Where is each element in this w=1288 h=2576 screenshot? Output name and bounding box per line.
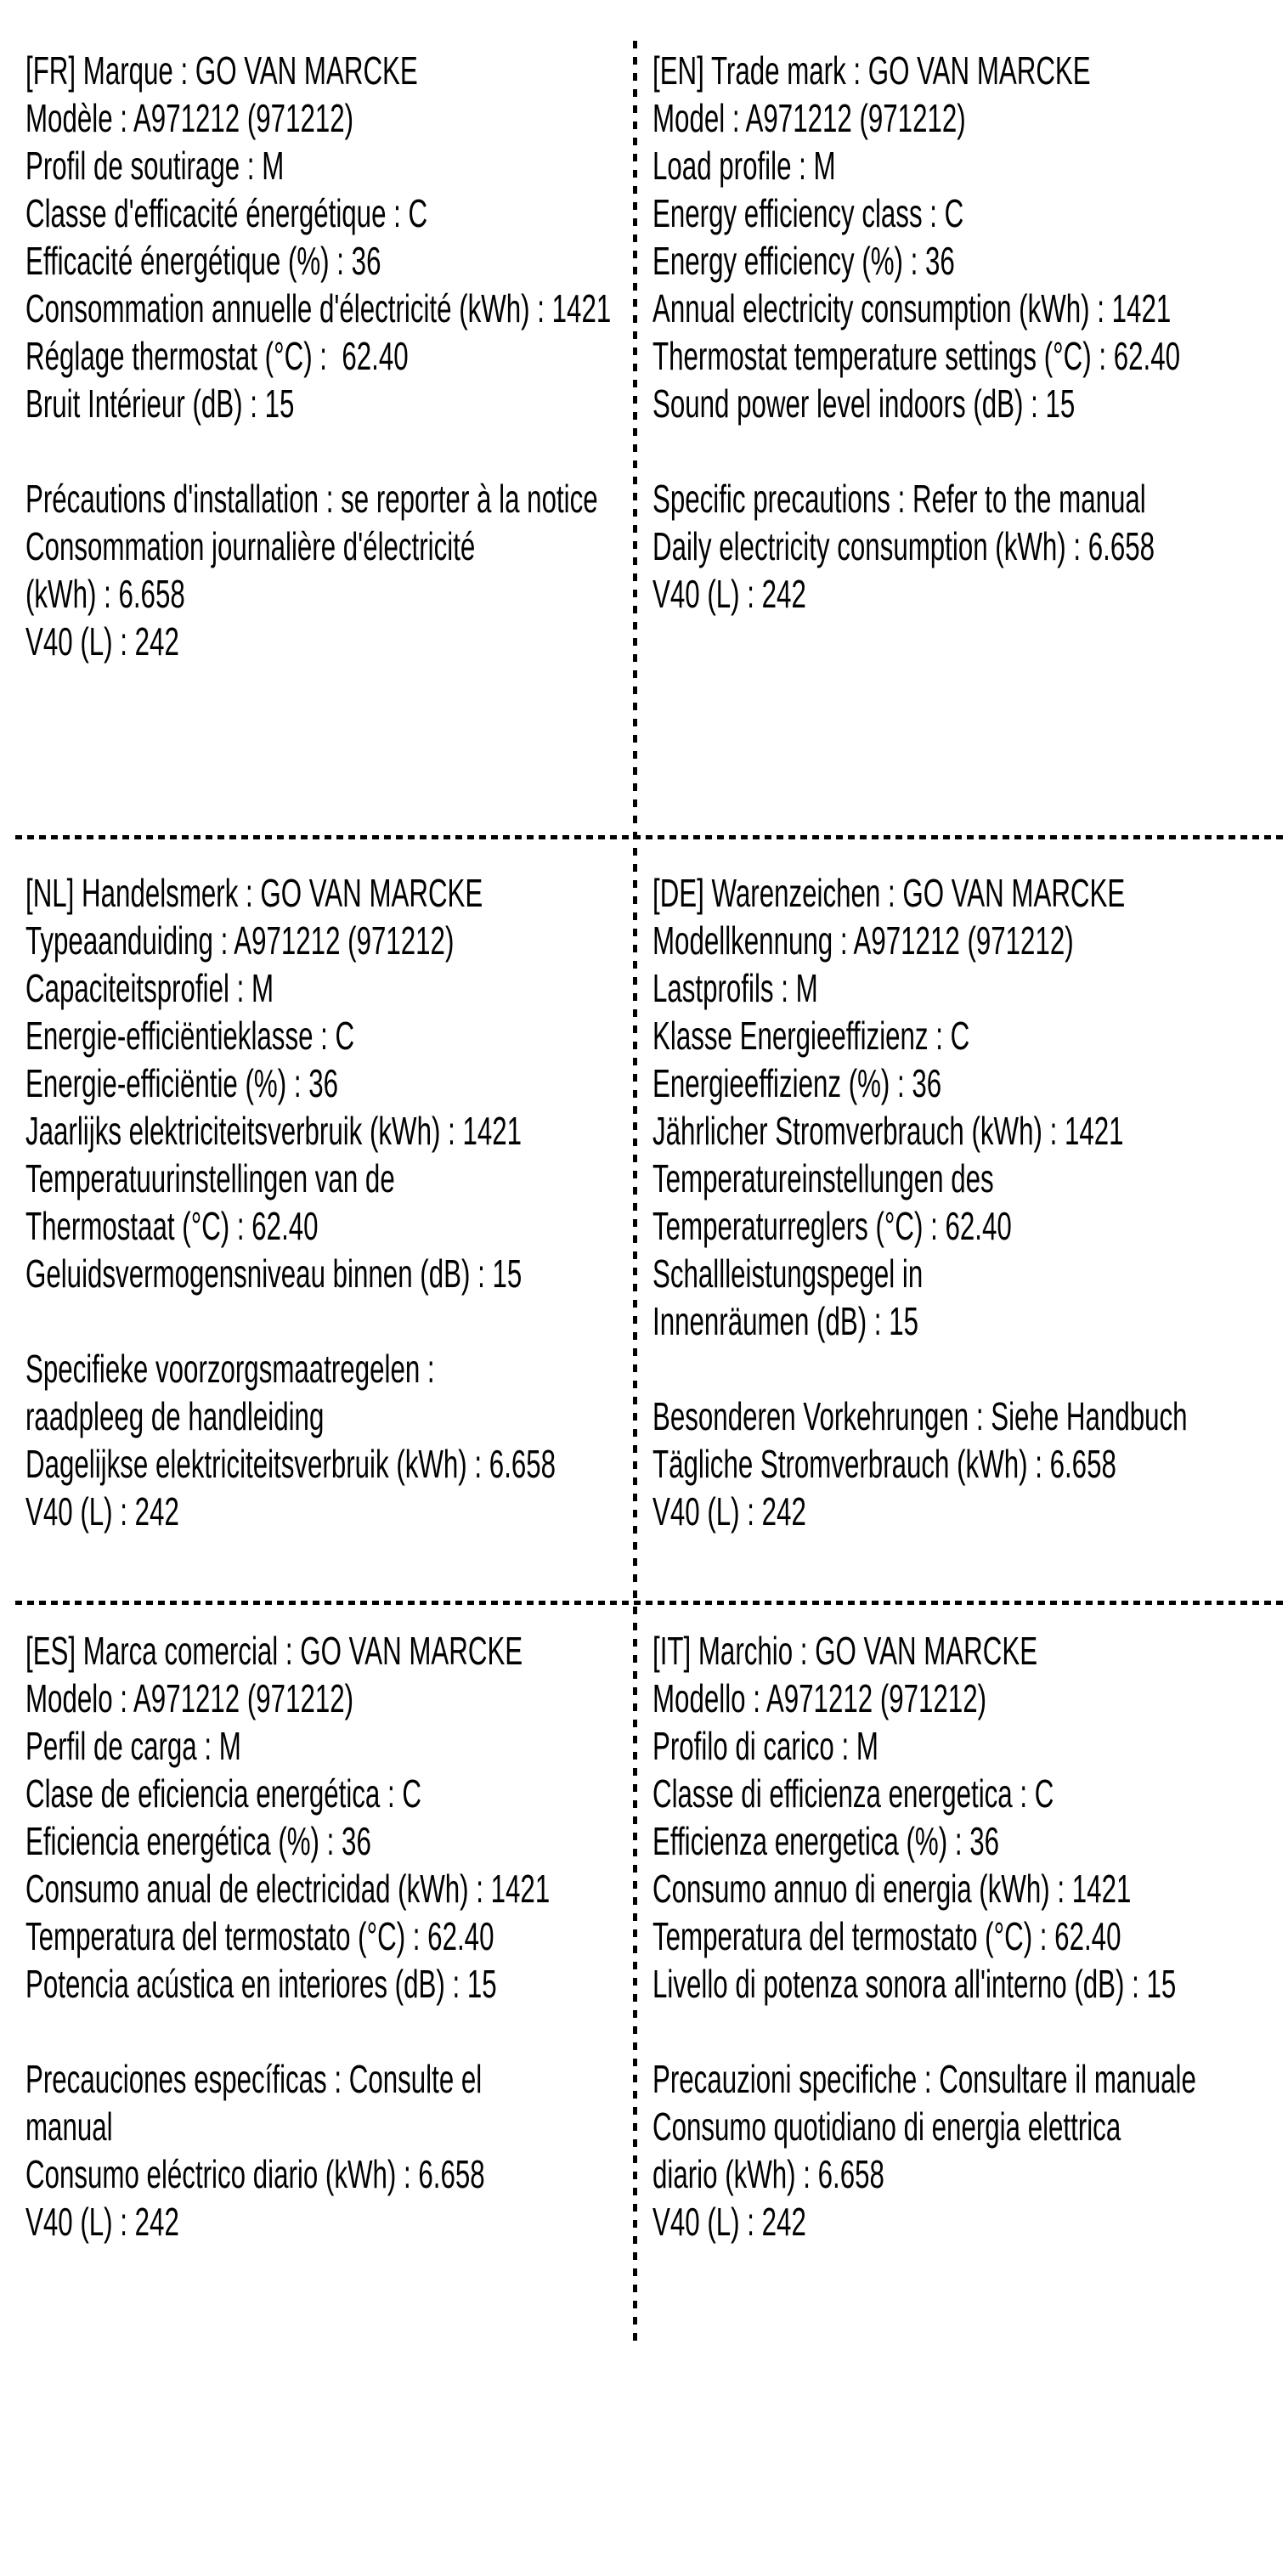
text-line: Consumo anual de electricidad (kWh) : 1421 — [25, 1867, 551, 1911]
text-line: V40 (L) : 242 — [25, 2200, 179, 2244]
text-line: Temperatura del termostato (°C) : 62.40 — [25, 1914, 494, 1958]
text-line: Innenräumen (dB) : 15 — [652, 1299, 918, 1343]
text-line: Temperatureinstellungen des — [652, 1156, 994, 1200]
text-line: Profilo di carico : M — [652, 1724, 878, 1768]
text-line — [25, 2008, 649, 2055]
text-line: V40 (L) : 242 — [652, 572, 806, 616]
fiche-section-fr-text — [25, 47, 649, 665]
text-line — [25, 1297, 649, 1345]
text-line: Efficacité énergétique (%) : 36 — [25, 239, 381, 283]
text-line: Thermostaat (°C) : 62.40 — [25, 1204, 319, 1248]
text-line: Profil de soutirage : M — [25, 144, 285, 188]
text-line: Energie-efficiëntieklasse : C — [25, 1014, 355, 1058]
text-line: Classe d'efficacité énergétique : C — [25, 191, 428, 235]
text-line: diario (kWh) : 6.658 — [652, 2152, 884, 2196]
text-line — [652, 427, 1276, 475]
text-line: Specific precautions : Refer to the manual — [652, 477, 1146, 521]
text-line: Lastprofils : M — [652, 966, 818, 1010]
text-line: Jährlicher Stromverbrauch (kWh) : 1421 — [652, 1109, 1124, 1153]
text-line: Klasse Energieeffizienz : C — [652, 1014, 970, 1058]
text-line: Consumo quotidiano di energia elettrica — [652, 2104, 1121, 2149]
fiche-section-de-text — [652, 869, 1276, 1535]
text-line: [IT] Marchio : GO VAN MARCKE — [652, 1629, 1038, 1673]
text-line: Annual electricity consumption (kWh) : 1421 — [652, 286, 1172, 330]
text-line: Temperatuurinstellingen van de — [25, 1156, 395, 1200]
text-line: Consumo annuo di energia (kWh) : 1421 — [652, 1867, 1132, 1911]
text-line: Modello : A971212 (971212) — [652, 1676, 987, 1720]
text-line — [25, 427, 649, 475]
text-line: Précautions d'installation : se reporter à la notice — [25, 477, 598, 521]
text-line: Modelo : A971212 (971212) — [25, 1676, 354, 1720]
text-line: Potencia acústica en interiores (dB) : 15 — [25, 1962, 497, 2006]
row-divider-dotted-2 — [15, 1601, 1288, 1605]
text-line: Dagelijkse elektriciteitsverbruik (kWh) : 6.658 — [25, 1442, 556, 1486]
text-line: [DE] Warenzeichen : GO VAN MARCKE — [652, 871, 1126, 915]
text-line: [NL] Handelsmerk : GO VAN MARCKE — [25, 871, 483, 915]
text-line: Consommation annuelle d'électricité (kWh) : 1421 — [25, 286, 612, 330]
fiche-section-it-text — [652, 1627, 1276, 2246]
row-divider-dotted-1 — [15, 835, 1288, 839]
text-line: Schallleistungspegel in — [652, 1251, 924, 1296]
text-line: Modellkennung : A971212 (971212) — [652, 918, 1074, 963]
text-line: Capaciteitsprofiel : M — [25, 966, 274, 1010]
text-line: Thermostat temperature settings (°C) : 62.40 — [652, 334, 1180, 378]
text-line — [652, 2008, 1276, 2055]
text-line: Precauciones específicas : Consulte el — [25, 2057, 483, 2101]
text-line: Efficienza energetica (%) : 36 — [652, 1819, 1000, 1863]
text-line: V40 (L) : 242 — [25, 619, 179, 664]
fiche-section-es-text — [25, 1627, 649, 2246]
fiche-section-en — [652, 47, 1288, 618]
text-line — [652, 1345, 1276, 1393]
text-line: Model : A971212 (971212) — [652, 96, 966, 140]
text-line: Load profile : M — [652, 144, 836, 188]
text-line: Eficiencia energética (%) : 36 — [25, 1819, 371, 1863]
text-line: Modèle : A971212 (971212) — [25, 96, 354, 140]
text-line: Energie-efficiëntie (%) : 36 — [25, 1061, 339, 1105]
text-line: Livello di potenza sonora all'interno (dB) : 15 — [652, 1962, 1177, 2006]
text-line: Temperaturreglers (°C) : 62.40 — [652, 1204, 1012, 1248]
text-line: Specifieke voorzorgsmaatregelen : — [25, 1347, 435, 1391]
text-line: Bruit Intérieur (dB) : 15 — [25, 381, 295, 426]
fiche-section-nl-text — [25, 869, 649, 1535]
text-line: Classe di efficienza energetica : C — [652, 1771, 1054, 1816]
text-line: Consommation journalière d'électricité — [25, 524, 476, 568]
text-line: Typeaanduiding : A971212 (971212) — [25, 918, 455, 963]
text-line: Temperatura del termostato (°C) : 62.40 — [652, 1914, 1121, 1958]
fiche-section-it — [652, 1627, 1288, 2246]
text-line: Energy efficiency class : C — [652, 191, 964, 235]
text-line: Perfil de carga : M — [25, 1724, 241, 1768]
text-line: Energy efficiency (%) : 36 — [652, 239, 955, 283]
text-line: [EN] Trade mark : GO VAN MARCKE — [652, 48, 1091, 93]
text-line: raadpleeg de handleiding — [25, 1394, 325, 1438]
text-line: Consumo eléctrico diario (kWh) : 6.658 — [25, 2152, 485, 2196]
text-line: [FR] Marque : GO VAN MARCKE — [25, 48, 418, 93]
text-line: (kWh) : 6.658 — [25, 572, 185, 616]
fiche-section-de — [652, 869, 1288, 1535]
text-line: Sound power level indoors (dB) : 15 — [652, 381, 1076, 426]
text-line: V40 (L) : 242 — [25, 1489, 179, 1534]
text-line: Daily electricity consumption (kWh) : 6.658 — [652, 524, 1155, 568]
text-line: Precauzioni specifiche : Consultare il manuale — [652, 2057, 1196, 2101]
text-line: Réglage thermostat (°C) : 62.40 — [25, 334, 409, 378]
text-line: Geluidsvermogensniveau binnen (dB) : 15 — [25, 1251, 523, 1296]
text-line: manual — [25, 2104, 113, 2149]
text-line: Jaarlijks elektriciteitsverbruik (kWh) : 1421 — [25, 1109, 523, 1153]
text-line: Clase de eficiencia energética : C — [25, 1771, 421, 1816]
fiche-section-en-text — [652, 47, 1276, 618]
text-line: Energieeffizienz (%) : 36 — [652, 1061, 942, 1105]
text-line: V40 (L) : 242 — [652, 1489, 806, 1534]
text-line: Besonderen Vorkehrungen : Siehe Handbuch — [652, 1394, 1188, 1438]
text-line: V40 (L) : 242 — [652, 2200, 806, 2244]
text-line: [ES] Marca comercial : GO VAN MARCKE — [25, 1629, 523, 1673]
text-line: Tägliche Stromverbrauch (kWh) : 6.658 — [652, 1442, 1116, 1486]
